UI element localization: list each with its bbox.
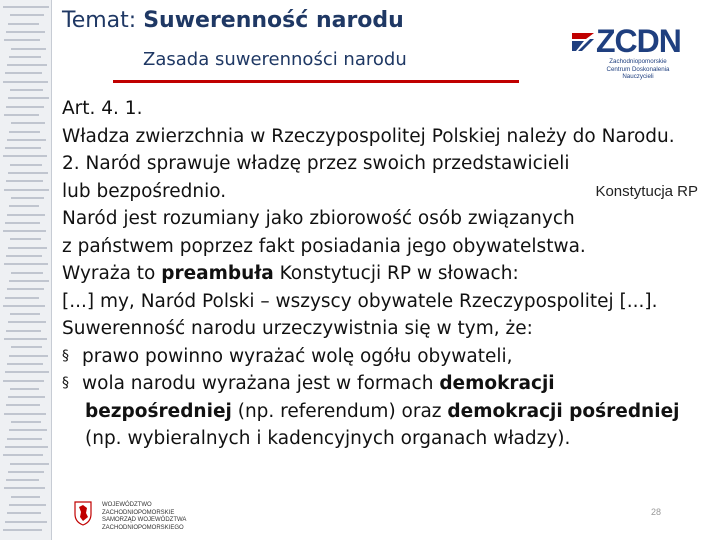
manuscript-line bbox=[8, 23, 39, 25]
manuscript-line bbox=[6, 479, 39, 481]
manuscript-line bbox=[5, 521, 47, 523]
body-line: Władza zwierzchnia w Rzeczypospolitej Polskiej należy do Narodu. bbox=[62, 125, 675, 147]
body-line: Art. 4. 1. bbox=[62, 98, 143, 119]
manuscript-line bbox=[3, 305, 45, 307]
manuscript-line bbox=[3, 454, 43, 456]
slide-body bbox=[62, 95, 710, 453]
slide-title bbox=[62, 8, 404, 33]
manuscript-line bbox=[7, 438, 42, 440]
emphasis-bezposredniej: bezpośredniej bbox=[85, 400, 232, 422]
zcdn-logo bbox=[570, 23, 682, 80]
emphasis-preambula: preambuła bbox=[161, 263, 274, 284]
manuscript-line bbox=[11, 272, 43, 274]
manuscript-line bbox=[10, 89, 43, 91]
manuscript-line bbox=[6, 106, 44, 108]
manuscript-line bbox=[8, 97, 49, 99]
manuscript-line bbox=[11, 496, 40, 498]
manuscript-line bbox=[7, 512, 41, 514]
bullet-item bbox=[62, 343, 710, 371]
manuscript-line bbox=[8, 396, 45, 398]
manuscript-line bbox=[7, 139, 46, 141]
manuscript-line bbox=[11, 346, 42, 348]
slide-subtitle: Zasada suwerenności narodu bbox=[143, 49, 407, 70]
body-line-with-source bbox=[62, 178, 710, 206]
manuscript-line bbox=[9, 504, 46, 506]
footer-org-text: WOJEWÓDZTWO ZACHODNIOPOMORSKIE SAMORZĄD WOJEWÓDZTWA ZACHODNIOPOMORSKIEGO bbox=[102, 502, 187, 531]
bullet-text: prawo powinno wyrażać wolę ogółu obywateli, bbox=[82, 345, 513, 367]
body-line: Naród jest rozumiany jako zbiorowość osób związanych bbox=[62, 208, 575, 229]
text-segment: Wyraża to bbox=[62, 263, 162, 284]
manuscript-line bbox=[7, 64, 47, 66]
text-segment: (np. referendum) oraz bbox=[231, 400, 448, 422]
manuscript-line bbox=[8, 172, 48, 174]
bullet-mark-icon: § bbox=[62, 347, 69, 364]
body-line-text: lub bezpośrednio. bbox=[62, 180, 227, 202]
manuscript-line bbox=[3, 155, 47, 157]
manuscript-line bbox=[5, 147, 41, 149]
bullet-continuation: (np. wybieralnych i kadencyjnych organach władzy). bbox=[85, 428, 571, 449]
manuscript-line bbox=[9, 429, 47, 431]
manuscript-line bbox=[8, 321, 46, 323]
body-line-preamble bbox=[62, 260, 710, 288]
bullet-item bbox=[62, 370, 710, 398]
manuscript-line bbox=[8, 247, 47, 249]
bullet-mark-icon: § bbox=[62, 375, 69, 391]
manuscript-line bbox=[9, 205, 39, 207]
manuscript-line bbox=[4, 413, 46, 415]
manuscript-line bbox=[4, 338, 47, 340]
manuscript-line bbox=[9, 131, 40, 133]
manuscript-line bbox=[10, 313, 40, 315]
manuscript-line bbox=[10, 463, 49, 465]
zcdn-logo-subtitle: Zachodniopomorskie Centrum Doskonalenia Nauczycieli bbox=[606, 58, 670, 80]
manuscript-line bbox=[10, 388, 39, 390]
manuscript-line bbox=[11, 421, 41, 423]
manuscript-line bbox=[4, 189, 49, 191]
manuscript-line bbox=[4, 487, 45, 489]
body-line: 2. Naród sprawuje władzę przez swoich przedstawicieli bbox=[62, 153, 570, 174]
decorative-manuscript-strip bbox=[0, 0, 52, 540]
source-citation: Konstytucja RP bbox=[595, 182, 698, 200]
manuscript-line bbox=[11, 48, 46, 50]
zcdn-logo-mark-icon bbox=[570, 29, 598, 55]
manuscript-line bbox=[6, 31, 45, 33]
manuscript-line bbox=[5, 222, 40, 224]
manuscript-line bbox=[8, 471, 44, 473]
zcdn-logo-text: ZCDN bbox=[596, 23, 681, 59]
manuscript-line bbox=[9, 280, 49, 282]
manuscript-line bbox=[5, 446, 48, 448]
manuscript-line bbox=[6, 404, 40, 406]
body-line-quote: [...] my, Naród Polski – wszyscy obywatele Rzeczypospolitej [...]. bbox=[62, 290, 658, 312]
manuscript-line bbox=[10, 14, 44, 16]
manuscript-line bbox=[3, 230, 46, 232]
manuscript-line bbox=[6, 255, 42, 257]
text-segment: wola narodu wyrażana jest w formach bbox=[82, 373, 440, 394]
manuscript-line bbox=[3, 380, 44, 382]
manuscript-line bbox=[3, 529, 42, 531]
body-line: Suwerenność narodu urzeczywistnia się w tym, że: bbox=[62, 318, 533, 339]
manuscript-line bbox=[11, 197, 44, 199]
manuscript-line bbox=[9, 355, 48, 357]
manuscript-line bbox=[3, 81, 48, 83]
manuscript-line bbox=[5, 72, 42, 74]
griffin-emblem-icon bbox=[72, 500, 94, 526]
title-prefix: Temat: bbox=[62, 8, 144, 33]
manuscript-line bbox=[4, 114, 39, 116]
page-number: 28 bbox=[651, 507, 662, 517]
emphasis-demokracji: demokracji bbox=[439, 373, 555, 394]
manuscript-line bbox=[4, 263, 48, 265]
title-underline bbox=[113, 80, 519, 83]
emphasis-demokracji-posredniej: demokracji pośredniej bbox=[447, 400, 680, 422]
footer-voivodeship-logo bbox=[72, 500, 197, 531]
strip-edge bbox=[51, 0, 52, 540]
manuscript-line bbox=[3, 6, 49, 8]
manuscript-line bbox=[5, 297, 39, 299]
manuscript-line bbox=[7, 214, 45, 216]
manuscript-line bbox=[10, 238, 41, 240]
body-line: z państwem poprzez fakt posiadania jego obywatelstwa. bbox=[62, 235, 586, 257]
manuscript-line bbox=[6, 180, 43, 182]
bullet-continuation bbox=[62, 398, 710, 426]
manuscript-line bbox=[9, 56, 41, 58]
manuscript-line bbox=[7, 288, 44, 290]
title-topic: Suwerenność narodu bbox=[143, 8, 404, 33]
manuscript-line bbox=[10, 164, 42, 166]
manuscript-line bbox=[5, 371, 49, 373]
manuscript-line bbox=[4, 39, 40, 41]
manuscript-line bbox=[6, 330, 41, 332]
manuscript-line bbox=[11, 122, 45, 124]
text-segment: Konstytucji RP w słowach: bbox=[273, 263, 519, 284]
manuscript-line bbox=[7, 363, 43, 365]
